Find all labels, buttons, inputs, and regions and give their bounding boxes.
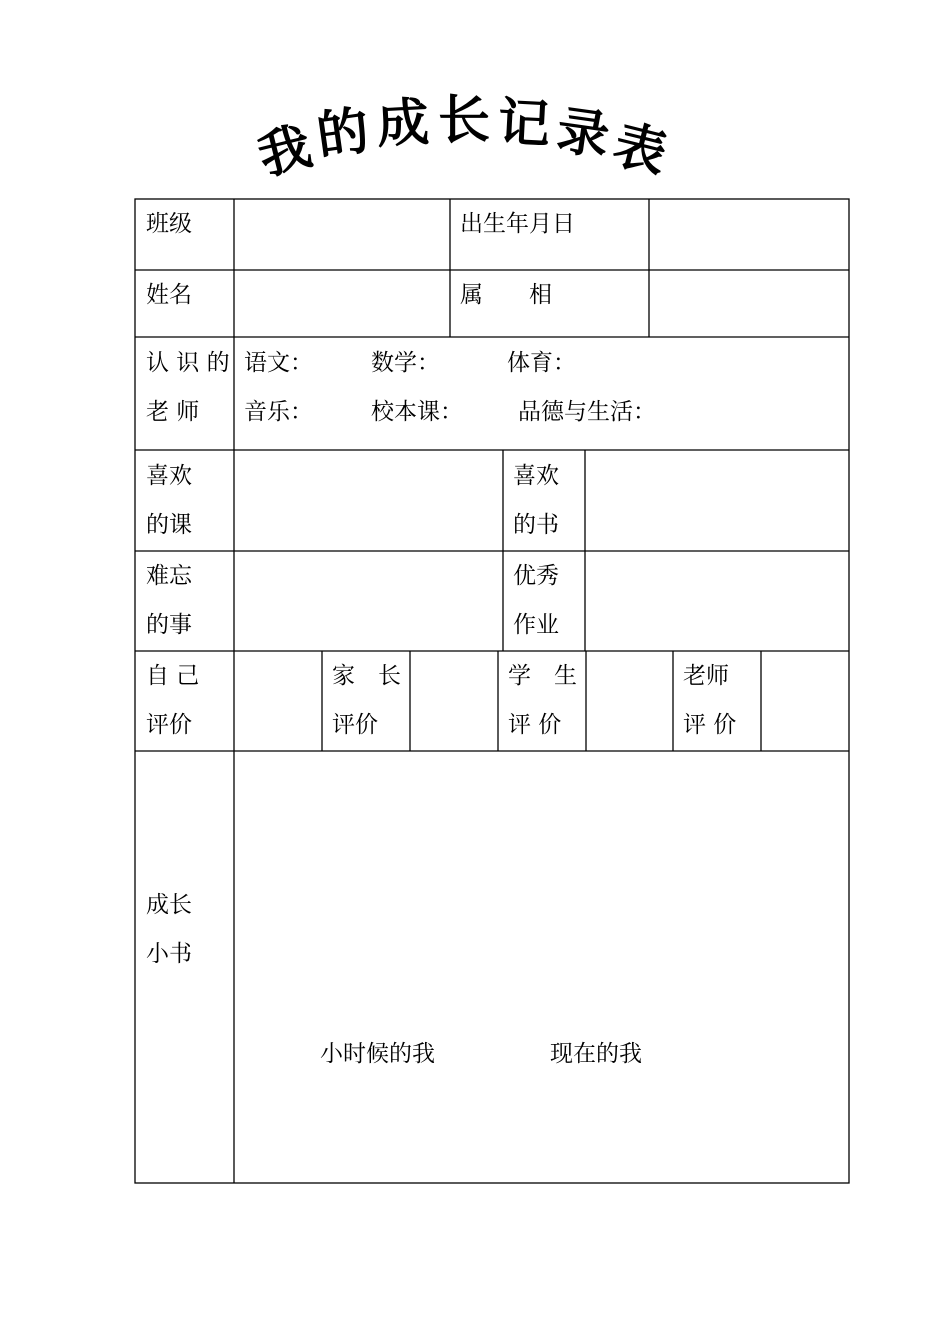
excellent-homework-label: 优秀 作业	[513, 563, 559, 638]
title-char: 记	[496, 92, 552, 156]
title-char: 我	[252, 116, 318, 188]
music-teacher-label: 音乐：	[244, 399, 313, 425]
title-char: 录	[553, 100, 613, 168]
teacher-evaluation-label: 老师 评 价	[683, 663, 737, 738]
math-teacher-label: 数学：	[371, 350, 440, 376]
birthday-label: 出生年月日	[460, 211, 575, 237]
morality-teacher-label: 品德与生活：	[518, 399, 656, 425]
favorite-book-label: 喜欢 的书	[513, 463, 559, 538]
title-char: 的	[313, 100, 373, 168]
zodiac-label: 属 相	[460, 282, 552, 308]
title-char: 长	[438, 91, 491, 151]
childhood-me-caption: 小时候的我	[320, 1041, 435, 1067]
self-evaluation-label: 自 己 评价	[146, 663, 200, 738]
favorite-class-label: 喜欢 的课	[146, 463, 192, 538]
student-evaluation-label: 学 生 评 价	[508, 663, 577, 738]
name-label: 姓名	[146, 282, 192, 308]
chinese-teacher-label: 语文：	[244, 350, 313, 376]
current-me-caption: 现在的我	[550, 1041, 642, 1067]
class-label: 班级	[146, 211, 192, 237]
school-course-teacher-label: 校本课：	[371, 399, 463, 425]
title-char: 表	[607, 114, 673, 186]
pe-teacher-label: 体育：	[507, 350, 576, 376]
teachers-label: 认 识 的 老 师	[146, 350, 230, 425]
growth-book-label: 成长 小书	[146, 892, 192, 967]
memorable-event-label: 难忘 的事	[146, 563, 192, 638]
parent-evaluation-label: 家 长 评价	[332, 663, 401, 738]
title-char: 成	[375, 92, 431, 156]
